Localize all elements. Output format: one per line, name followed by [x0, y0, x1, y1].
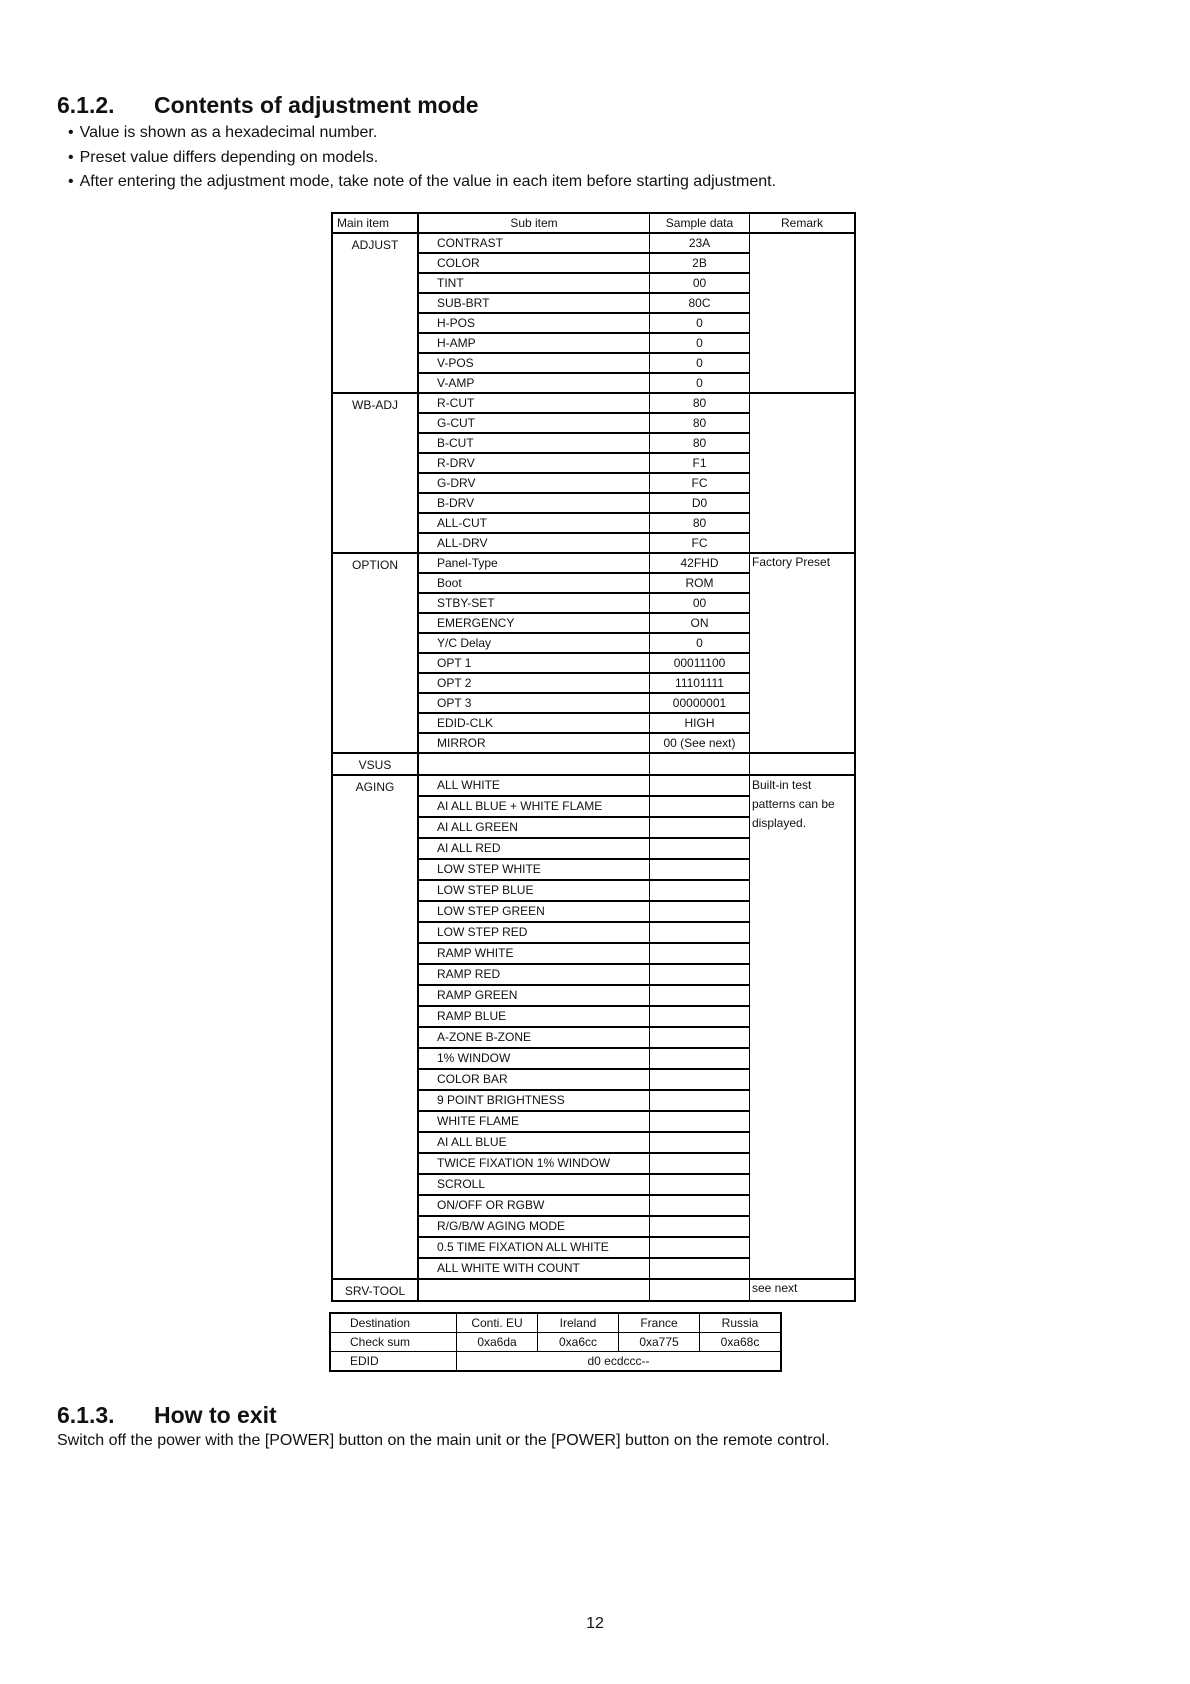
sub-item-cell: COLOR [418, 253, 650, 273]
group-srv-tool [332, 1279, 855, 1301]
section-number: 6.1.3. [57, 1402, 115, 1428]
destination-cell: Russia [700, 1313, 782, 1333]
checksum-row [330, 1333, 781, 1352]
sub-item-cell: G-CUT [418, 413, 650, 433]
sub-item-cell: R/G/B/W AGING MODE [418, 1216, 650, 1237]
sample-data-cell: 2B [650, 253, 750, 273]
sub-item-cell: OPT 2 [418, 673, 650, 693]
remark-cell [750, 233, 856, 393]
sample-data-cell: 0 [650, 373, 750, 393]
sample-data-cell: 00 (See next) [650, 733, 750, 753]
table-row [332, 553, 855, 573]
sample-data-cell [650, 880, 750, 901]
sub-item-cell [418, 753, 650, 775]
section-heading-contents [57, 92, 479, 119]
sub-item-cell: AI ALL BLUE + WHITE FLAME [418, 796, 650, 817]
sample-data-cell: 80 [650, 513, 750, 533]
sample-data-cell [650, 964, 750, 985]
sample-data-cell [650, 775, 750, 796]
sub-item-cell [418, 1279, 650, 1301]
sub-item-cell: ON/OFF OR RGBW [418, 1195, 650, 1216]
sample-data-cell [650, 1195, 750, 1216]
sub-item-cell: AI ALL BLUE [418, 1132, 650, 1153]
group-aging [332, 775, 855, 1279]
remark-cell: Built-in test patterns can be displayed. [750, 775, 856, 1279]
sub-item-cell: AI ALL RED [418, 838, 650, 859]
header-sub-item: Sub item [418, 213, 650, 233]
sub-item-cell: ALL-CUT [418, 513, 650, 533]
sample-data-cell: 80C [650, 293, 750, 313]
sample-data-cell: 00000001 [650, 693, 750, 713]
sub-item-cell: AI ALL GREEN [418, 817, 650, 838]
destination-cell: France [619, 1313, 700, 1333]
sub-item-cell: ALL WHITE [418, 775, 650, 796]
sub-item-cell: H-AMP [418, 333, 650, 353]
remark-cell [750, 753, 856, 775]
sub-item-cell: Boot [418, 573, 650, 593]
section-title: How to exit [154, 1402, 277, 1428]
section-title: Contents of adjustment mode [154, 92, 479, 118]
sub-item-cell: B-CUT [418, 433, 650, 453]
table-row [332, 775, 855, 796]
sample-data-cell: ON [650, 613, 750, 633]
exit-instructions: Switch off the power with the [POWER] button on the main unit or the [POWER] button on the remote control. [57, 1432, 830, 1449]
sample-data-cell [650, 985, 750, 1006]
sample-data-cell: 80 [650, 413, 750, 433]
sub-item-cell: SUB-BRT [418, 293, 650, 313]
sample-data-cell [650, 1111, 750, 1132]
edid-row [330, 1352, 781, 1372]
checksum-label: Check sum [330, 1333, 457, 1352]
group-option [332, 553, 855, 753]
sample-data-cell: HIGH [650, 713, 750, 733]
header-main-item: Main item [332, 213, 418, 233]
section-heading-exit [57, 1402, 277, 1429]
main-item-cell: VSUS [332, 753, 418, 775]
edid-value: d0 ecdccc-- [457, 1352, 782, 1372]
sample-data-cell: 11101111 [650, 673, 750, 693]
sub-item-cell: WHITE FLAME [418, 1111, 650, 1132]
sub-item-cell: EDID-CLK [418, 713, 650, 733]
sub-item-cell: OPT 3 [418, 693, 650, 713]
sample-data-cell [650, 1216, 750, 1237]
sub-item-cell: TWICE FIXATION 1% WINDOW [418, 1153, 650, 1174]
sample-data-cell: 0 [650, 353, 750, 373]
checksum-cell: 0xa6da [457, 1333, 538, 1352]
checksum-cell: 0xa6cc [538, 1333, 619, 1352]
sample-data-cell: 0 [650, 333, 750, 353]
sample-data-cell: 23A [650, 233, 750, 253]
sample-data-cell [650, 817, 750, 838]
sub-item-cell: ALL WHITE WITH COUNT [418, 1258, 650, 1279]
sample-data-cell: D0 [650, 493, 750, 513]
sample-data-cell [650, 1006, 750, 1027]
sub-item-cell: R-CUT [418, 393, 650, 413]
sub-item-cell: R-DRV [418, 453, 650, 473]
sample-data-cell: 0 [650, 633, 750, 653]
destination-table [329, 1312, 782, 1372]
main-item-cell: OPTION [332, 553, 418, 753]
main-item-cell: SRV-TOOL [332, 1279, 418, 1301]
sub-item-cell: 0.5 TIME FIXATION ALL WHITE [418, 1237, 650, 1258]
table-row [332, 753, 855, 775]
sample-data-cell: FC [650, 533, 750, 553]
sub-item-cell: RAMP BLUE [418, 1006, 650, 1027]
main-item-cell: AGING [332, 775, 418, 1279]
bullet-item: • Value is shown as a hexadecimal number. [68, 121, 776, 146]
sample-data-cell [650, 1237, 750, 1258]
sample-data-cell [650, 1174, 750, 1195]
sample-data-cell: 42FHD [650, 553, 750, 573]
group-adjust [332, 233, 855, 393]
sample-data-cell [650, 943, 750, 964]
sample-data-cell: FC [650, 473, 750, 493]
sample-data-cell: F1 [650, 453, 750, 473]
destination-label: Destination [330, 1313, 457, 1333]
remark-cell: Factory Preset [750, 553, 856, 753]
sub-item-cell: V-POS [418, 353, 650, 373]
destination-cell: Conti. EU [457, 1313, 538, 1333]
sub-item-cell: H-POS [418, 313, 650, 333]
remark-cell [750, 393, 856, 553]
sub-item-cell: 9 POINT BRIGHTNESS [418, 1090, 650, 1111]
bullet-list [68, 121, 776, 195]
checksum-cell: 0xa68c [700, 1333, 782, 1352]
adjustment-table [331, 212, 856, 1302]
header-sample-data: Sample data [650, 213, 750, 233]
section-number: 6.1.2. [57, 92, 115, 118]
sample-data-cell [650, 838, 750, 859]
sub-item-cell: MIRROR [418, 733, 650, 753]
page-number: 12 [586, 1615, 604, 1632]
remark-cell: see next [750, 1279, 856, 1301]
sample-data-cell [650, 1132, 750, 1153]
sub-item-cell: OPT 1 [418, 653, 650, 673]
group-wb-adj [332, 393, 855, 553]
sample-data-cell [650, 901, 750, 922]
checksum-cell: 0xa775 [619, 1333, 700, 1352]
sub-item-cell: A-ZONE B-ZONE [418, 1027, 650, 1048]
sub-item-cell: RAMP GREEN [418, 985, 650, 1006]
bullet-item: • Preset value differs depending on models. [68, 146, 776, 171]
sub-item-cell: SCROLL [418, 1174, 650, 1195]
table-row [332, 233, 855, 253]
sample-data-cell [650, 1153, 750, 1174]
header-remark: Remark [750, 213, 856, 233]
sample-data-cell [650, 1258, 750, 1279]
sample-data-cell [650, 1279, 750, 1301]
sub-item-cell: Y/C Delay [418, 633, 650, 653]
sample-data-cell [650, 1027, 750, 1048]
sub-item-cell: LOW STEP RED [418, 922, 650, 943]
sample-data-cell [650, 1090, 750, 1111]
sample-data-cell [650, 922, 750, 943]
sample-data-cell [650, 1048, 750, 1069]
table-header-row [332, 213, 855, 233]
table-row [332, 393, 855, 413]
sample-data-cell [650, 859, 750, 880]
main-item-cell: ADJUST [332, 233, 418, 393]
sample-data-cell: 00011100 [650, 653, 750, 673]
sub-item-cell: B-DRV [418, 493, 650, 513]
sub-item-cell: CONTRAST [418, 233, 650, 253]
sample-data-cell: 00 [650, 273, 750, 293]
sub-item-cell: RAMP WHITE [418, 943, 650, 964]
sub-item-cell: 1% WINDOW [418, 1048, 650, 1069]
sample-data-cell [650, 1069, 750, 1090]
destination-cell: Ireland [538, 1313, 619, 1333]
sub-item-cell: EMERGENCY [418, 613, 650, 633]
table-row [332, 1279, 855, 1301]
bullet-item: • After entering the adjustment mode, take note of the value in each item before starting adjustment. [68, 170, 776, 195]
sub-item-cell: RAMP RED [418, 964, 650, 985]
sub-item-cell: LOW STEP WHITE [418, 859, 650, 880]
edid-label: EDID [330, 1352, 457, 1372]
destination-row [330, 1313, 781, 1333]
sub-item-cell: TINT [418, 273, 650, 293]
sub-item-cell: ALL-DRV [418, 533, 650, 553]
sample-data-cell: 00 [650, 593, 750, 613]
main-item-cell: WB-ADJ [332, 393, 418, 553]
sample-data-cell: 80 [650, 433, 750, 453]
sample-data-cell: 80 [650, 393, 750, 413]
sample-data-cell [650, 753, 750, 775]
sub-item-cell: COLOR BAR [418, 1069, 650, 1090]
group-vsus [332, 753, 855, 775]
sub-item-cell: G-DRV [418, 473, 650, 493]
sample-data-cell: ROM [650, 573, 750, 593]
sub-item-cell: STBY-SET [418, 593, 650, 613]
sample-data-cell: 0 [650, 313, 750, 333]
sample-data-cell [650, 796, 750, 817]
sub-item-cell: LOW STEP BLUE [418, 880, 650, 901]
sub-item-cell: LOW STEP GREEN [418, 901, 650, 922]
sub-item-cell: V-AMP [418, 373, 650, 393]
sub-item-cell: Panel-Type [418, 553, 650, 573]
